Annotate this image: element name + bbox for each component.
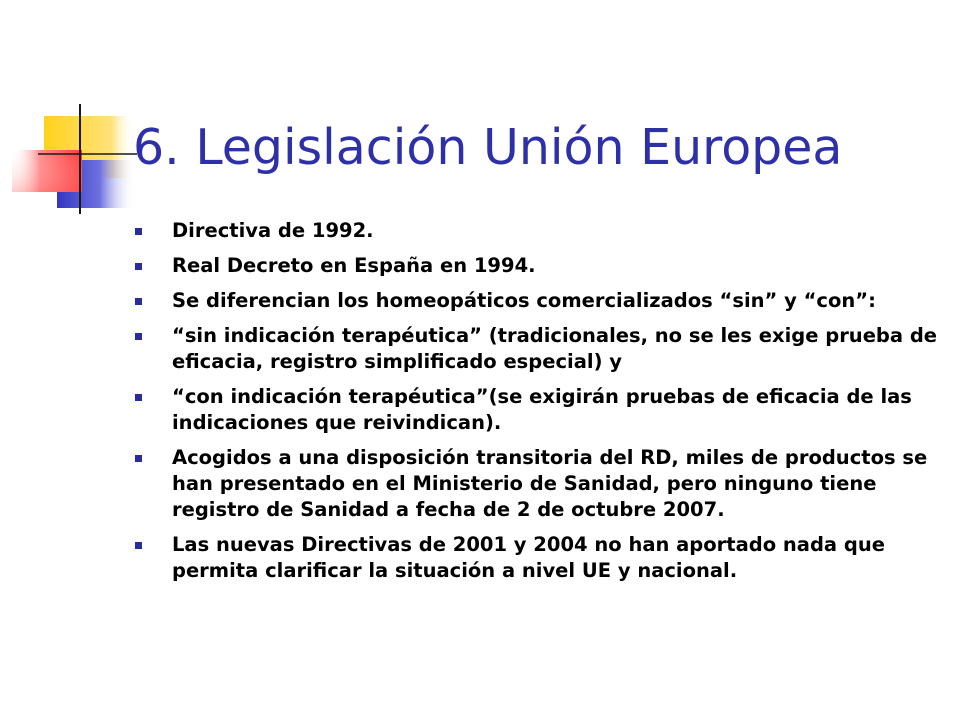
bullet-text: Las nuevas Directivas de 2001 y 2004 no han aportado nada que permita clarificar la situación a nivel UE y nacional. <box>172 533 885 582</box>
bullet-item <box>172 253 942 279</box>
bullet-square-icon <box>135 542 142 549</box>
red-square-shade <box>12 150 82 192</box>
decorative-squares-graphic <box>0 0 140 230</box>
bullet-text: Acogidos a una disposición transitoria del RD, miles de productos se han presentado en el Ministerio de Sanidad, pero ninguno tiene registro de Sanidad a fecha de 2 de octubre 2007. <box>172 446 928 521</box>
bullet-text: “con indicación terapéutica”(se exigirán pruebas de eficacia de las indicaciones que reivindican). <box>172 385 912 434</box>
bullet-item <box>172 288 942 314</box>
bullet-text: Real Decreto en España en 1994. <box>172 254 536 277</box>
bullet-item <box>172 384 942 436</box>
bullet-item <box>172 532 942 584</box>
bullet-square-icon <box>135 333 142 340</box>
bullet-square-icon <box>135 298 142 305</box>
bullet-square-icon <box>135 263 142 270</box>
bullet-list <box>172 218 942 593</box>
bullet-text: “sin indicación terapéutica” (tradicionales, no se les exige prueba de eficacia, registro simplificado especial) y <box>172 324 938 373</box>
bullet-text: Se diferencian los homeopáticos comercializados “sin” y “con”: <box>172 289 876 312</box>
bullet-item <box>172 323 942 375</box>
bullet-item <box>172 445 942 523</box>
bullet-item <box>172 218 942 244</box>
bullet-square-icon <box>135 394 142 401</box>
bullet-square-icon <box>135 228 142 235</box>
bullet-square-icon <box>135 455 142 462</box>
slide-title: 6. Legislación Unión Europea <box>133 119 843 176</box>
bullet-text: Directiva de 1992. <box>172 219 374 242</box>
